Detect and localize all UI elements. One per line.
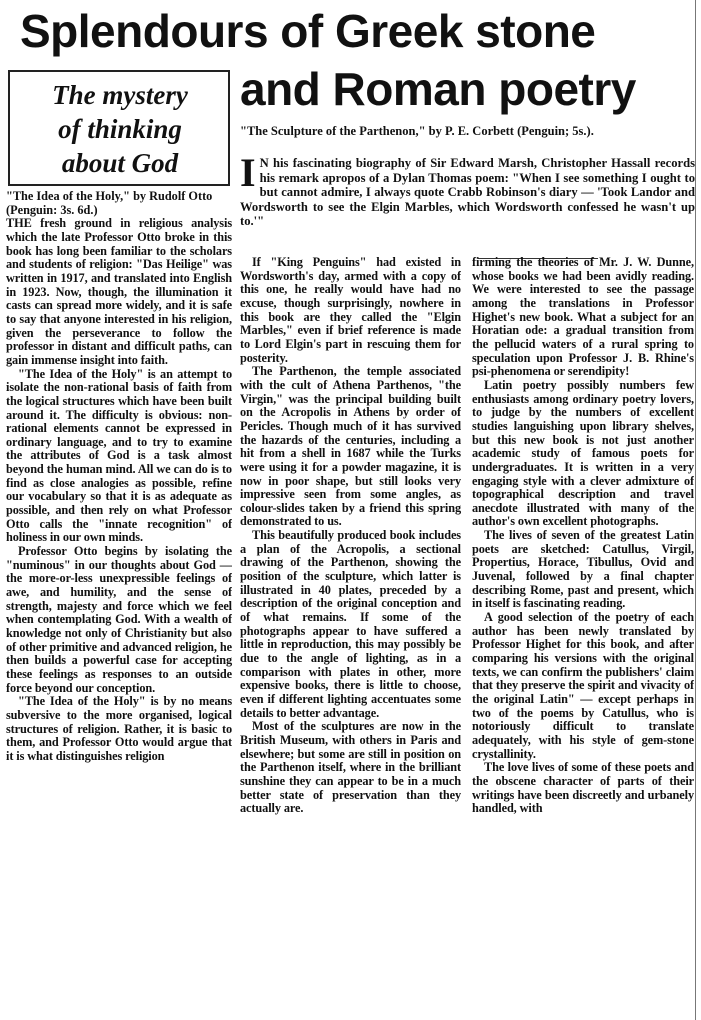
side-review-paragraph: "The Idea of the Holy" is an attempt to isolate the non-rational basis of faith from the logical structures which have been built around it. The difficulty is obvious: non-rational elements cannot be expressed in ordinary language, and to try to examine the attributes of God is a task almost beyond the human mind. All we can do is to find as close analogies as possible, refine our vocabulary so that it is as adequate as possible, and then rely on what Professor Otto calls the "innate recognition" of holiness in our own minds. [6,366,232,545]
main-review-paragraph: A good selection of the poetry of each author has been newly translated by Professor Highet for this book, and after comparing his versions with the original texts, we can confirm the publishers' claim that they preserve the spirit and vivacity of the original Latin" — except perhaps in two of the poems by Catullus, who is notoriously difficult to translate adequately, with his style of gem-stone crystallinity. [472,610,694,761]
side-review-title-line: about God [61,148,179,178]
side-review-title-line: The mystery [52,80,188,110]
main-review-paragraph: The Parthenon, the temple associated with the cult of Athena Parthenos, "the Virgin," was the principal building built on the Acropolis in Athens by order of Pericles. Though much of it has survived the hazards of the centuries, including a hit from a shell in 1687 while the Turks were using it for a powder magazine, it is now in poor shape, but still looks very impressive seen from some angles, as colour-slides taken by a friend this spring demonstrated to us. [240,364,461,529]
side-review-title-box [8,70,230,186]
main-review-column-2 [240,256,461,1016]
side-review-title-line: of thinking [58,114,182,144]
drop-cap: I [240,150,256,195]
side-review-title [20,78,220,180]
main-review-paragraph: firming the theories of Mr. J. W. Dunne, whose books we had been avidly reading. We were interested to see the passage among the translations in Professor Highet's new book. What a subject for an Horatian ode: a gradual transition from the pellucid waters of a rural spring to speculation upon Professor J. B. Rhine's psi-phenomena or serendipity! [472,256,694,379]
main-review-intro-text: N his fascinating biography of Sir Edward Marsh, Christopher Hassall records his remark apropos of a Dylan Thomas poem: "When I see something I ought to but cannot admire, I always quote Crabb Robinson's diary — 'Took Landor and Wordsworth to see the Elgin Marbles, which Wordsworth confessed he wasn't up to.'" [240,156,695,229]
headline-line-1: Splendours of Greek stone [20,5,596,57]
column-rule-right [695,0,696,1020]
main-review-column-3 [472,256,694,1016]
main-review-paragraph: Most of the sculptures are now in the British Museum, with others in Paris and elsewhere; but some are still in position on the Parthenon itself, where in the brilliant sunshine they can appear to be in a much better state of preservation than they actually are. [240,719,461,816]
headline-line-2: and Roman poetry [240,63,636,115]
main-review-intro [240,150,695,229]
main-review-book-reference: "The Sculpture of the Parthenon," by P. E. Corbett (Penguin; 5s.). [240,124,594,138]
main-review-paragraph: This beautifully produced book includes a plan of the Acropolis, a sectional drawing of the Parthenon, showing the position of the sculpture, which latter is illustrated in 40 plates, preceded by a description of the original conception and of what remains. If some of the photographs appear to have suffered a little in reproduction, this may possibly be due to the angle of lighting, as in a comparison with plates in other, more expensive books, there is little to choose, even if different lighting accentuates some details to better advantage. [240,528,461,720]
side-review-paragraph: Professor Otto begins by isolating the "numinous" in our thoughts about God — the more-or-less unexpressible feelings of awe, and humility, and the sense of strength, majesty and force which we feel when contemplating God. With a wealth of knowledge not only of Christianity but also of other primitive and advanced religion, he then builds a powerful case for accepting these feelings as responses to an outside force beyond our conception. [6,544,232,695]
side-review-paragraph: THE fresh ground in religious analysis which the late Professor Otto broke in this book has long been familiar to the scholars and students of religion: "Das Heilige" was written in 1917, and translated into English in 1923. Now, though, the illumination it casts can spread more widely, and it is safe to say that anyone interested in his religion, given the perseverance to follow the professor in distant and difficult paths, can gain immense insight into faith. [6,216,232,367]
main-review-paragraph: Latin poetry possibly numbers few enthusiasts among ordinary poetry lovers, to judge by the numbers of excellent studies languishing upon library shelves, but this new book is not just another academic study of famous poets for undergraduates. It is written in a very engaging style with a clever admixture of topographical description and travel anecdote illustrated with many of the author's own excellent photographs. [472,377,694,529]
main-review-paragraph: The lives of seven of the greatest Latin poets are sketched: Catullus, Virgil, Propertius, Horace, Tibullus, Ovid and Juvenal, followed by a final chapter describing Rome, past and present, which in itself is fascinating reading. [472,528,694,611]
main-review-paragraph: If "King Penguins" had existed in Wordsworth's day, armed with a copy of this one, he really would have had no excuse, though surprisingly, nowhere in this book are they called the "Elgin Marbles," even if brief reference is made to Lord Elgin's part in rescuing them for posterity. [240,256,461,365]
side-review-paragraph: "The Idea of the Holy" is by no means subversive to the more organised, logical structures of religion. Rather, it is basic to them, and Professor Otto would argue that it is what distinguishes religion [6,694,232,763]
main-review-paragraph: The love lives of some of these poets and the obscene character of parts of their writings have been discreetly and urbanely handled, with [472,760,694,816]
side-review-column [6,190,232,1018]
side-review-book-reference: "The Idea of the Holy," by Rudolf Otto (Penguin: 3s. 6d.) [6,190,213,217]
